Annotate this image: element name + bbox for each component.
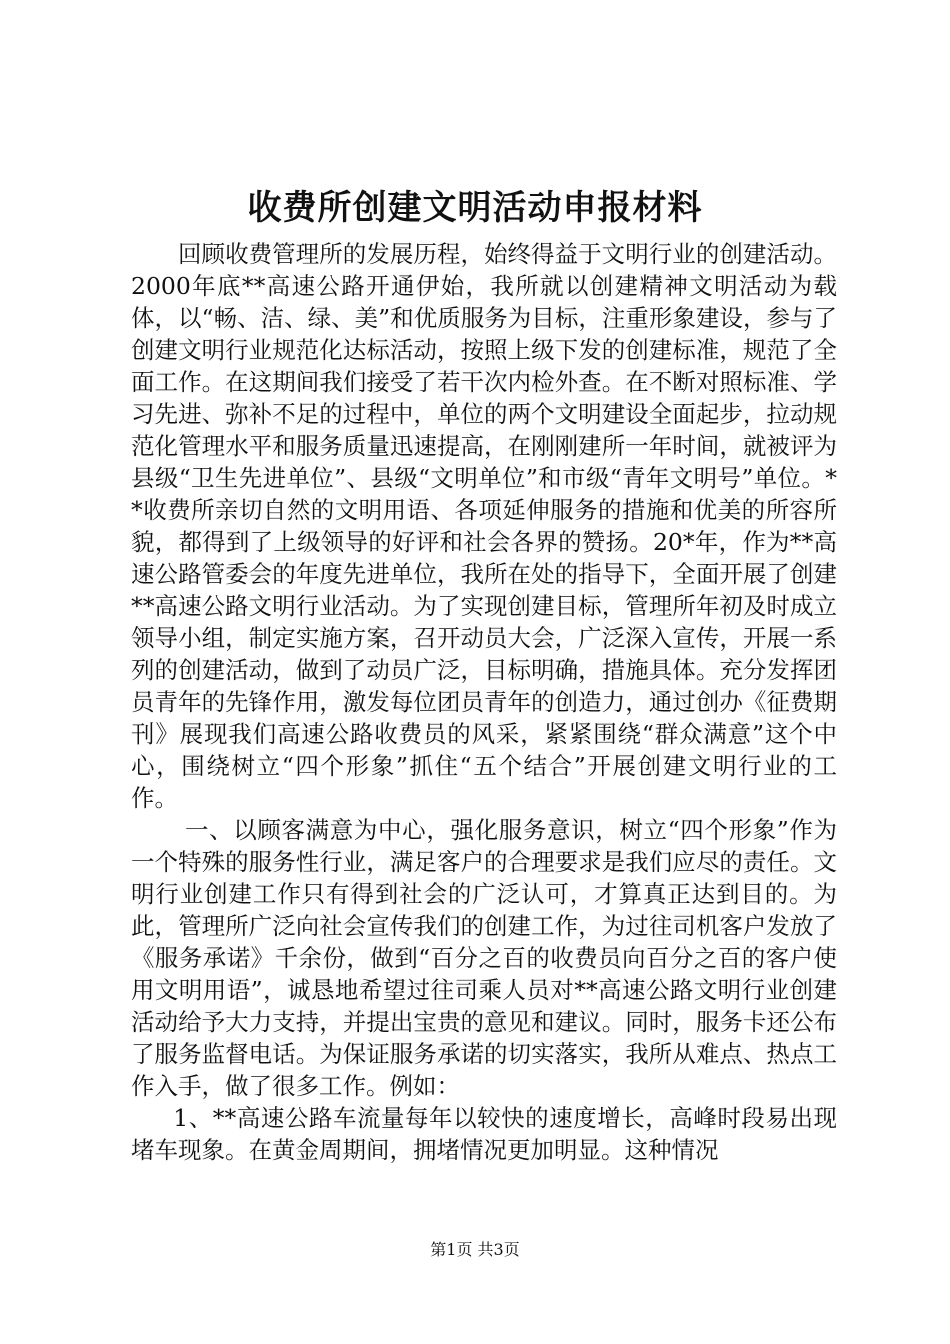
document-body (131, 238, 837, 1166)
document-title: 收费所创建文明活动申报材料 (247, 188, 703, 228)
paragraph-item-one: 1、**高速公路车流量每年以较快的速度增长，高峰时段易出现堵车现象。在黄金周期间，拥堵情况更加明显。这种情况 (131, 1104, 837, 1164)
paragraph-intro: 回顾收费管理所的发展历程，始终得益于文明行业的创建活动。2000年底**高速公路开通伊始，我所就以创建精神文明活动为载体，以“畅、洁、绿、美”和优质服务为目标，注重形象建设，参与了创建文明行业规范化达标活动，按照上级下发的创建标准，规范了全面工作。在这期间我们接受了若干次内检外查。在不断对照标准、学习先进、弥补不足的过程中，单位的两个文明建设全面起步，拉动规范化管理水平和服务质量迅速提高，在刚刚建所一年时间，就被评为县级“卫生先进单位”、县级“文明单位”和市级“青年文明号”单位。**收费所亲切自然的文明用语、各项延伸服务的措施和优美的所容所貌，都得到了上级领导的好评和社会各界的赞扬。20*年，作为**高速公路管委会的年度先进单位，我所在处的指导下，全面开展了创建**高速公路文明行业活动。为了实现创建目标，管理所年初及时成立领导小组，制定实施方案，召开动员大会，广泛深入宣传，开展一系列的创建活动，做到了动员广泛，目标明确，措施具体。充分发挥团员青年的先锋作用，激发每位团员青年的创造力，通过创办《征费期刊》展现我们高速公路收费员的风采，紧紧围绕“群众满意”这个中心，围绕树立“四个形象”抓住“五个结合”开展创建文明行业的工作。 (131, 240, 837, 812)
page-footer: 第1页 共3页 (430, 1240, 520, 1259)
paragraph-section-one: 一、以顾客满意为中心，强化服务意识，树立“四个形象”作为一个特殊的服务性行业，满足客户的合理要求是我们应尽的责任。文明行业创建工作只有得到社会的广泛认可，才算真正达到目的。为此，管理所广泛向社会宣传我们的创建工作，为过往司机客户发放了《服务承诺》千余份，做到“百分之百的收费员向百分之百的客户使用文明用语”，诚恳地希望过往司乘人员对**高速公路文明行业创建活动给予大力支持，并提出宝贵的意见和建议。同时，服务卡还公布了服务监督电话。为保证服务承诺的切实落实，我所从难点、热点工作入手，做了很多工作。例如： (131, 816, 837, 1100)
